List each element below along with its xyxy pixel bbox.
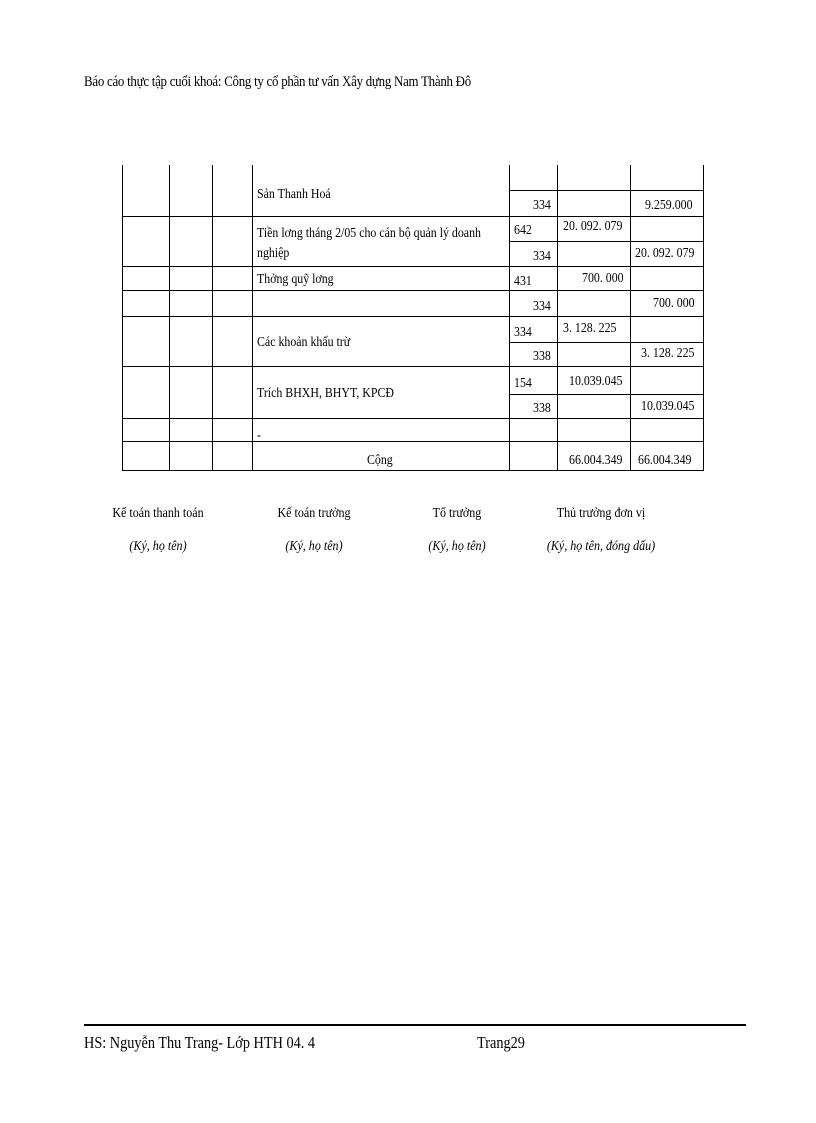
sub-row-line [509, 394, 704, 395]
account-number: 334 [533, 248, 551, 263]
signature-block [262, 506, 365, 555]
row-line [122, 470, 704, 471]
row-description: Các khoản khấu trừ [257, 334, 351, 349]
credit-amount: 700. 000 [653, 295, 695, 310]
row-line [122, 290, 704, 291]
row-line [122, 366, 704, 367]
signature-title: Kế toán trưởng [277, 506, 351, 521]
signature-block [106, 506, 209, 555]
signature-title: Thủ trưởng đơn vị [556, 506, 646, 521]
row-description: Tiền lơng tháng 2/05 cho cán bộ quản lý doanh nghiệp [257, 225, 481, 260]
account-number: 338 [533, 348, 551, 363]
account-number: 334 [533, 197, 551, 212]
col-line-3 [212, 165, 213, 470]
credit-amount: 10.039.045 [641, 398, 695, 413]
col-line-4 [252, 165, 253, 470]
sub-row-line [509, 342, 704, 343]
report-header: Báo cáo thực tập cuối khoá: Công ty cổ phần tư vấn Xây dựng Nam Thành Đô [84, 74, 471, 90]
account-number: 334 [514, 324, 532, 339]
signature-block [414, 506, 500, 555]
footer-student: HS: Nguyễn Thu Trang- Lớp HTH 04. 4 [84, 1033, 316, 1052]
col-line-6 [557, 165, 558, 470]
total-debit: 66.004.349 [569, 452, 623, 467]
col-line-7 [630, 165, 631, 470]
ledger-table [0, 0, 816, 480]
credit-amount: 20. 092. 079 [635, 245, 695, 260]
total-label: Cộng [367, 452, 393, 467]
total-credit: 66.004.349 [638, 452, 692, 467]
account-number: 642 [514, 222, 532, 237]
signature-note: (Ký, họ tên) [428, 539, 486, 554]
account-number: 431 [514, 273, 532, 288]
footer-page-number: Trang29 [477, 1033, 525, 1052]
account-number: 154 [514, 375, 532, 390]
signature-block [532, 506, 670, 555]
signature-note: (Ký, họ tên, đóng dấu) [546, 539, 656, 554]
col-line-8 [703, 165, 704, 470]
row-line [122, 418, 704, 419]
debit-amount: 20. 092. 079 [563, 218, 623, 233]
sub-row-line [509, 190, 704, 191]
row-description: Trích BHXH, BHYT, KPCĐ [257, 385, 394, 400]
row-line [122, 216, 704, 217]
credit-amount: 9.259.000 [645, 197, 693, 212]
row-description: - [257, 427, 261, 442]
signature-title: Kế toán thanh toán [112, 506, 204, 521]
row-line [122, 316, 704, 317]
row-description: Sản Thanh Hoá [257, 186, 331, 201]
signature-note: (Ký, họ tên) [285, 539, 343, 554]
row-line [122, 266, 704, 267]
credit-amount: 3. 128. 225 [641, 345, 695, 360]
row-line [122, 441, 704, 442]
account-number: 338 [533, 400, 551, 415]
debit-amount: 10.039.045 [569, 373, 623, 388]
account-number: 334 [533, 298, 551, 313]
col-line-1 [122, 165, 123, 470]
row-description: Thởng quỹ lơng [257, 271, 334, 286]
col-line-5 [509, 165, 510, 470]
footer-rule [84, 1024, 746, 1026]
col-line-2 [169, 165, 170, 470]
sub-row-line [509, 241, 704, 242]
signature-note: (Ký, họ tên) [129, 539, 187, 554]
debit-amount: 700. 000 [582, 270, 624, 285]
debit-amount: 3. 128. 225 [563, 320, 617, 335]
signature-title: Tổ trưởng [432, 506, 482, 521]
